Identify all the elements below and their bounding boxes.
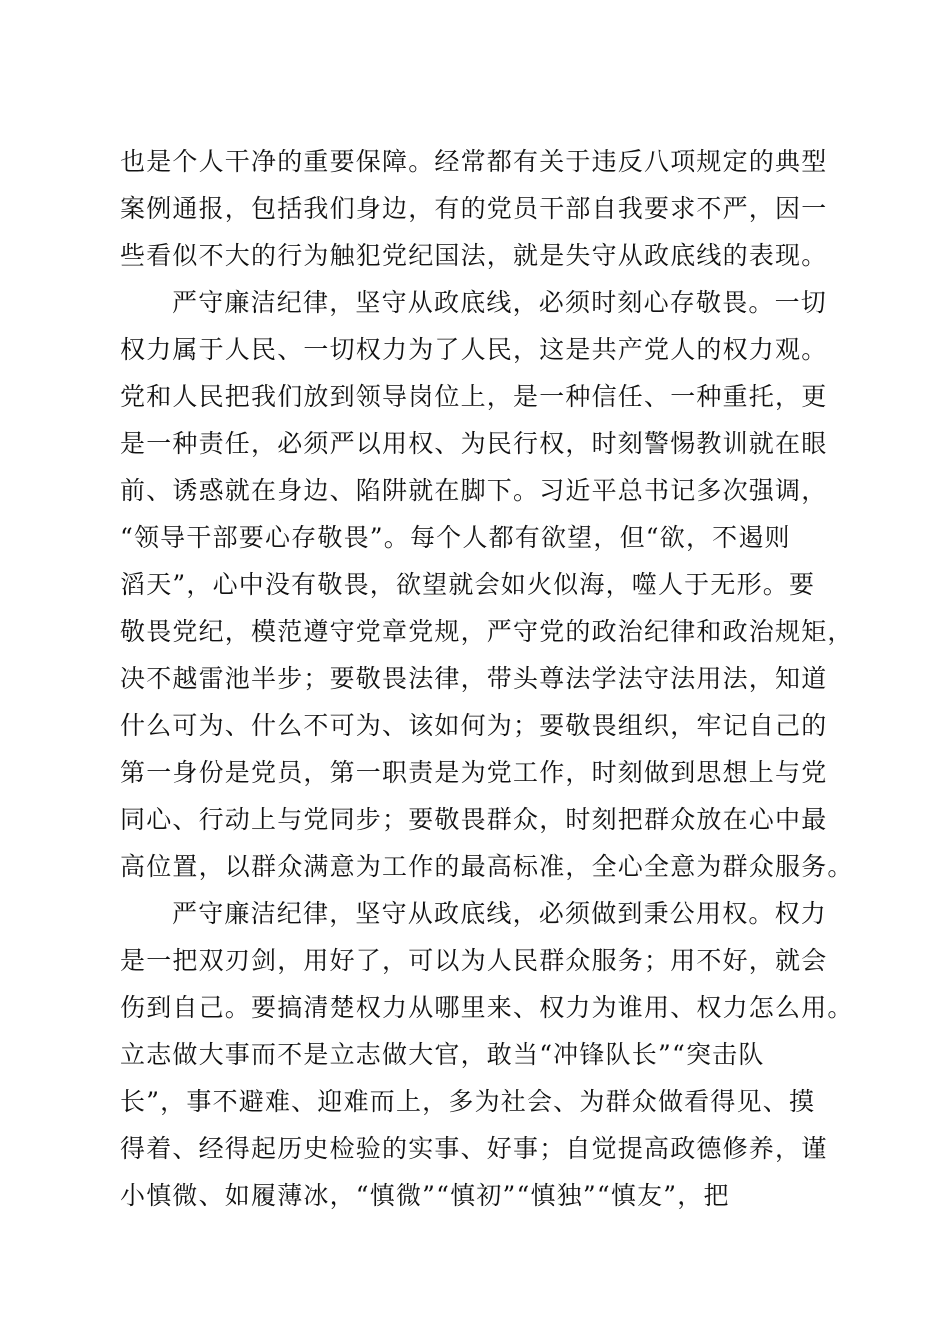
- text-line: 什么可为、什么不可为、该如何为；要敬畏组织，牢记自己的: [120, 711, 828, 740]
- text-line: 小慎微、如履薄冰，“慎微”“慎初”“慎独”“慎友”，把: [120, 1181, 730, 1210]
- text-line: 高位置，以群众满意为工作的最高标准，全心全意为群众服务。: [120, 852, 854, 881]
- text-line: 前、诱惑就在身边、陷阱就在脚下。习近平总书记多次强调，: [120, 476, 828, 505]
- text-line: 得着、经得起历史检验的实事、好事；自觉提高政德修养，谨: [120, 1134, 828, 1163]
- text-line: 也是个人干净的重要保障。经常都有关于违反八项规定的典型: [120, 147, 828, 176]
- text-line: 党和人民把我们放到领导岗位上，是一种信任、一种重托，更: [120, 382, 828, 411]
- text-line: “领导干部要心存敬畏”。每个人都有欲望，但“欲，不遏则: [120, 523, 791, 552]
- paragraph-start-line: 严守廉洁纪律，坚守从政底线，必须时刻心存敬畏。一切: [172, 288, 828, 317]
- text-line: 立志做大事而不是立志做大官，敢当“冲锋队长”“突击队: [120, 1040, 765, 1069]
- text-line: 敬畏党纪，模范遵守党章党规，严守党的政治纪律和政治规矩，: [120, 617, 854, 646]
- text-line: 案例通报，包括我们身边，有的党员干部自我要求不严，因一: [120, 194, 828, 223]
- text-line: 同心、行动上与党同步；要敬畏群众，时刻把群众放在心中最: [120, 805, 828, 834]
- paragraph-start-line: 严守廉洁纪律，坚守从政底线，必须做到秉公用权。权力: [172, 899, 828, 928]
- text-line: 是一种责任，必须严以用权、为民行权，时刻警惕教训就在眼: [120, 429, 828, 458]
- text-line: 权力属于人民、一切权力为了人民，这是共产党人的权力观。: [120, 335, 828, 364]
- text-line: 滔天”，心中没有敬畏，欲望就会如火似海，噬人于无形。要: [120, 570, 816, 599]
- document-body: [120, 138, 854, 1219]
- text-line: 长”，事不避难、迎难而上，多为社会、为群众做看得见、摸: [120, 1087, 816, 1116]
- text-line: 决不越雷池半步；要敬畏法律，带头尊法学法守法用法，知道: [120, 664, 828, 693]
- text-line: 是一把双刃剑，用好了，可以为人民群众服务；用不好，就会: [120, 946, 828, 975]
- text-line: 第一身份是党员，第一职责是为党工作，时刻做到思想上与党: [120, 758, 828, 787]
- text-line: 伤到自己。要搞清楚权力从哪里来、权力为谁用、权力怎么用。: [120, 993, 854, 1022]
- text-line: 些看似不大的行为触犯党纪国法，就是失守从政底线的表现。: [120, 241, 828, 270]
